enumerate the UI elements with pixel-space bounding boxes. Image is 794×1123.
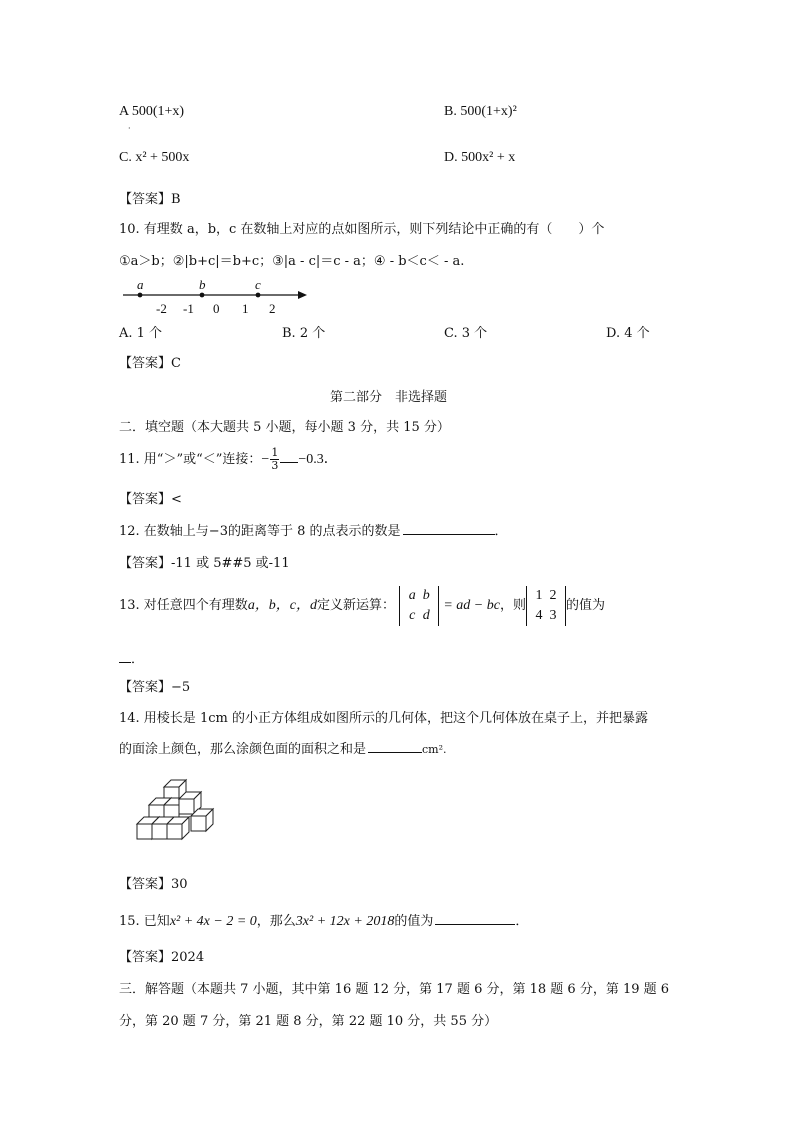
cube-bottom-right	[191, 809, 213, 831]
q9-option-d-expr: 500x² + x	[461, 150, 516, 165]
q9-option-c: C. x² + 500x	[119, 150, 190, 165]
dot-mark: ·	[128, 124, 131, 133]
q10-option-c: C. 3 个	[444, 326, 488, 341]
q10-answer: 【答案】C	[119, 356, 181, 371]
q11-blank	[280, 449, 298, 463]
q11-fraction: $\frac{1}{3}$	[271, 446, 279, 472]
q10-option-a: A. 1 个	[119, 326, 163, 341]
q13-determinant-symbolic: a b c d	[399, 586, 439, 626]
q15-line: 15. 已知x² + 4x − 2 = 0，那么3x² + 12x + 2018的值为 ．	[119, 910, 528, 930]
q14-cube-figure	[134, 774, 226, 854]
q15-blank	[435, 911, 515, 925]
q10-number-line	[119, 276, 319, 320]
point-label-a: a	[137, 277, 144, 292]
q14-line2: 的面涂上颜色，那么涂颜色面的面积之和是 cm².	[119, 738, 447, 757]
q15-equation: x² + 4x − 2 = 0	[169, 914, 257, 929]
point-b	[200, 293, 205, 298]
q13-line: 13. 对任意四个有理数a，b，c，d定义新运算： a b c d = ad − bc，则1 2 4 3的值为	[119, 584, 605, 628]
q13-blank	[119, 649, 131, 663]
q14-blank	[368, 739, 422, 753]
q9-option-b-expr: 500(1+x)²	[460, 104, 517, 119]
q11-answer: 【答案】<	[119, 492, 182, 507]
q12-blank	[403, 521, 495, 535]
tick-label-2: 2	[269, 301, 276, 316]
q13-definition: = ad − bc	[443, 598, 500, 613]
cube-bottom-mid	[167, 817, 189, 839]
q9-option-d: D. 500x² + x	[444, 150, 516, 165]
q13-vars: a，b，c，d	[247, 598, 318, 613]
point-label-c: c	[255, 277, 261, 292]
q13-determinant-numeric: 1 2 4 3	[526, 586, 566, 626]
tick-label-0: 0	[213, 301, 220, 316]
q15-expression: 3x² + 12x + 2018	[295, 914, 395, 929]
q15-answer: 【答案】2024	[119, 950, 205, 965]
point-a	[138, 293, 143, 298]
tick-label-1: 1	[242, 301, 249, 316]
section3-line1: 三．解答题（本题共 7 小题，其中第 16 题 12 分，第 17 题 6 分，第 18 题 6 分，第 19 题 6	[119, 982, 670, 997]
q9-option-a-expr: 500(1+x)	[131, 104, 185, 119]
q10-option-d: D. 4 个	[606, 326, 650, 341]
q10-option-b: B. 2 个	[282, 326, 326, 341]
q11-line: 11. 用“＞”或“＜”连接：− $\frac{1}{3}$ −0.3．	[119, 446, 338, 472]
q13-blank-line: ．	[119, 648, 144, 667]
tick-label-neg1: -1	[183, 301, 194, 316]
part2-title: 第二部分 非选择题	[330, 390, 448, 405]
q12-answer: 【答案】-11 或 5##5 或-11	[119, 556, 290, 571]
q9-answer: 【答案】B	[119, 192, 181, 207]
section3-line2: 分，第 20 题 7 分，第 21 题 8 分，第 22 题 10 分，共 55 分）	[119, 1014, 498, 1029]
q10-stem: 10. 有理数 a，b，c 在数轴上对应的点如图所示，则下列结论中正确的有（ ）个	[119, 222, 605, 237]
q12-line: 12. 在数轴上与−3的距离等于 8 的点表示的数是 ．	[119, 520, 508, 539]
q9-option-a: A 500(1+x)	[119, 104, 185, 119]
section2-title: 二．填空题（本大题共 5 小题，每小题 3 分，共 15 分）	[119, 420, 450, 435]
point-label-b: b	[199, 277, 206, 292]
q14-line1: 14. 用棱长是 1cm 的小正方体组成如图所示的几何体，把这个几何体放在桌子上，并把暴露	[119, 711, 648, 726]
q9-option-c-expr: x² + 500x	[135, 150, 190, 165]
q9-option-b: B. 500(1+x)²	[444, 104, 517, 119]
point-c	[256, 293, 261, 298]
q14-answer: 【答案】30	[119, 877, 188, 892]
q13-answer: 【答案】−5	[119, 680, 191, 695]
number-line-arrow	[298, 291, 307, 299]
q10-statements: ①a＞b；②|b+c|＝b+c；③|a - c|＝c - a；④ - b＜c＜ - a.	[119, 254, 465, 269]
tick-label-neg2: -2	[156, 301, 167, 316]
